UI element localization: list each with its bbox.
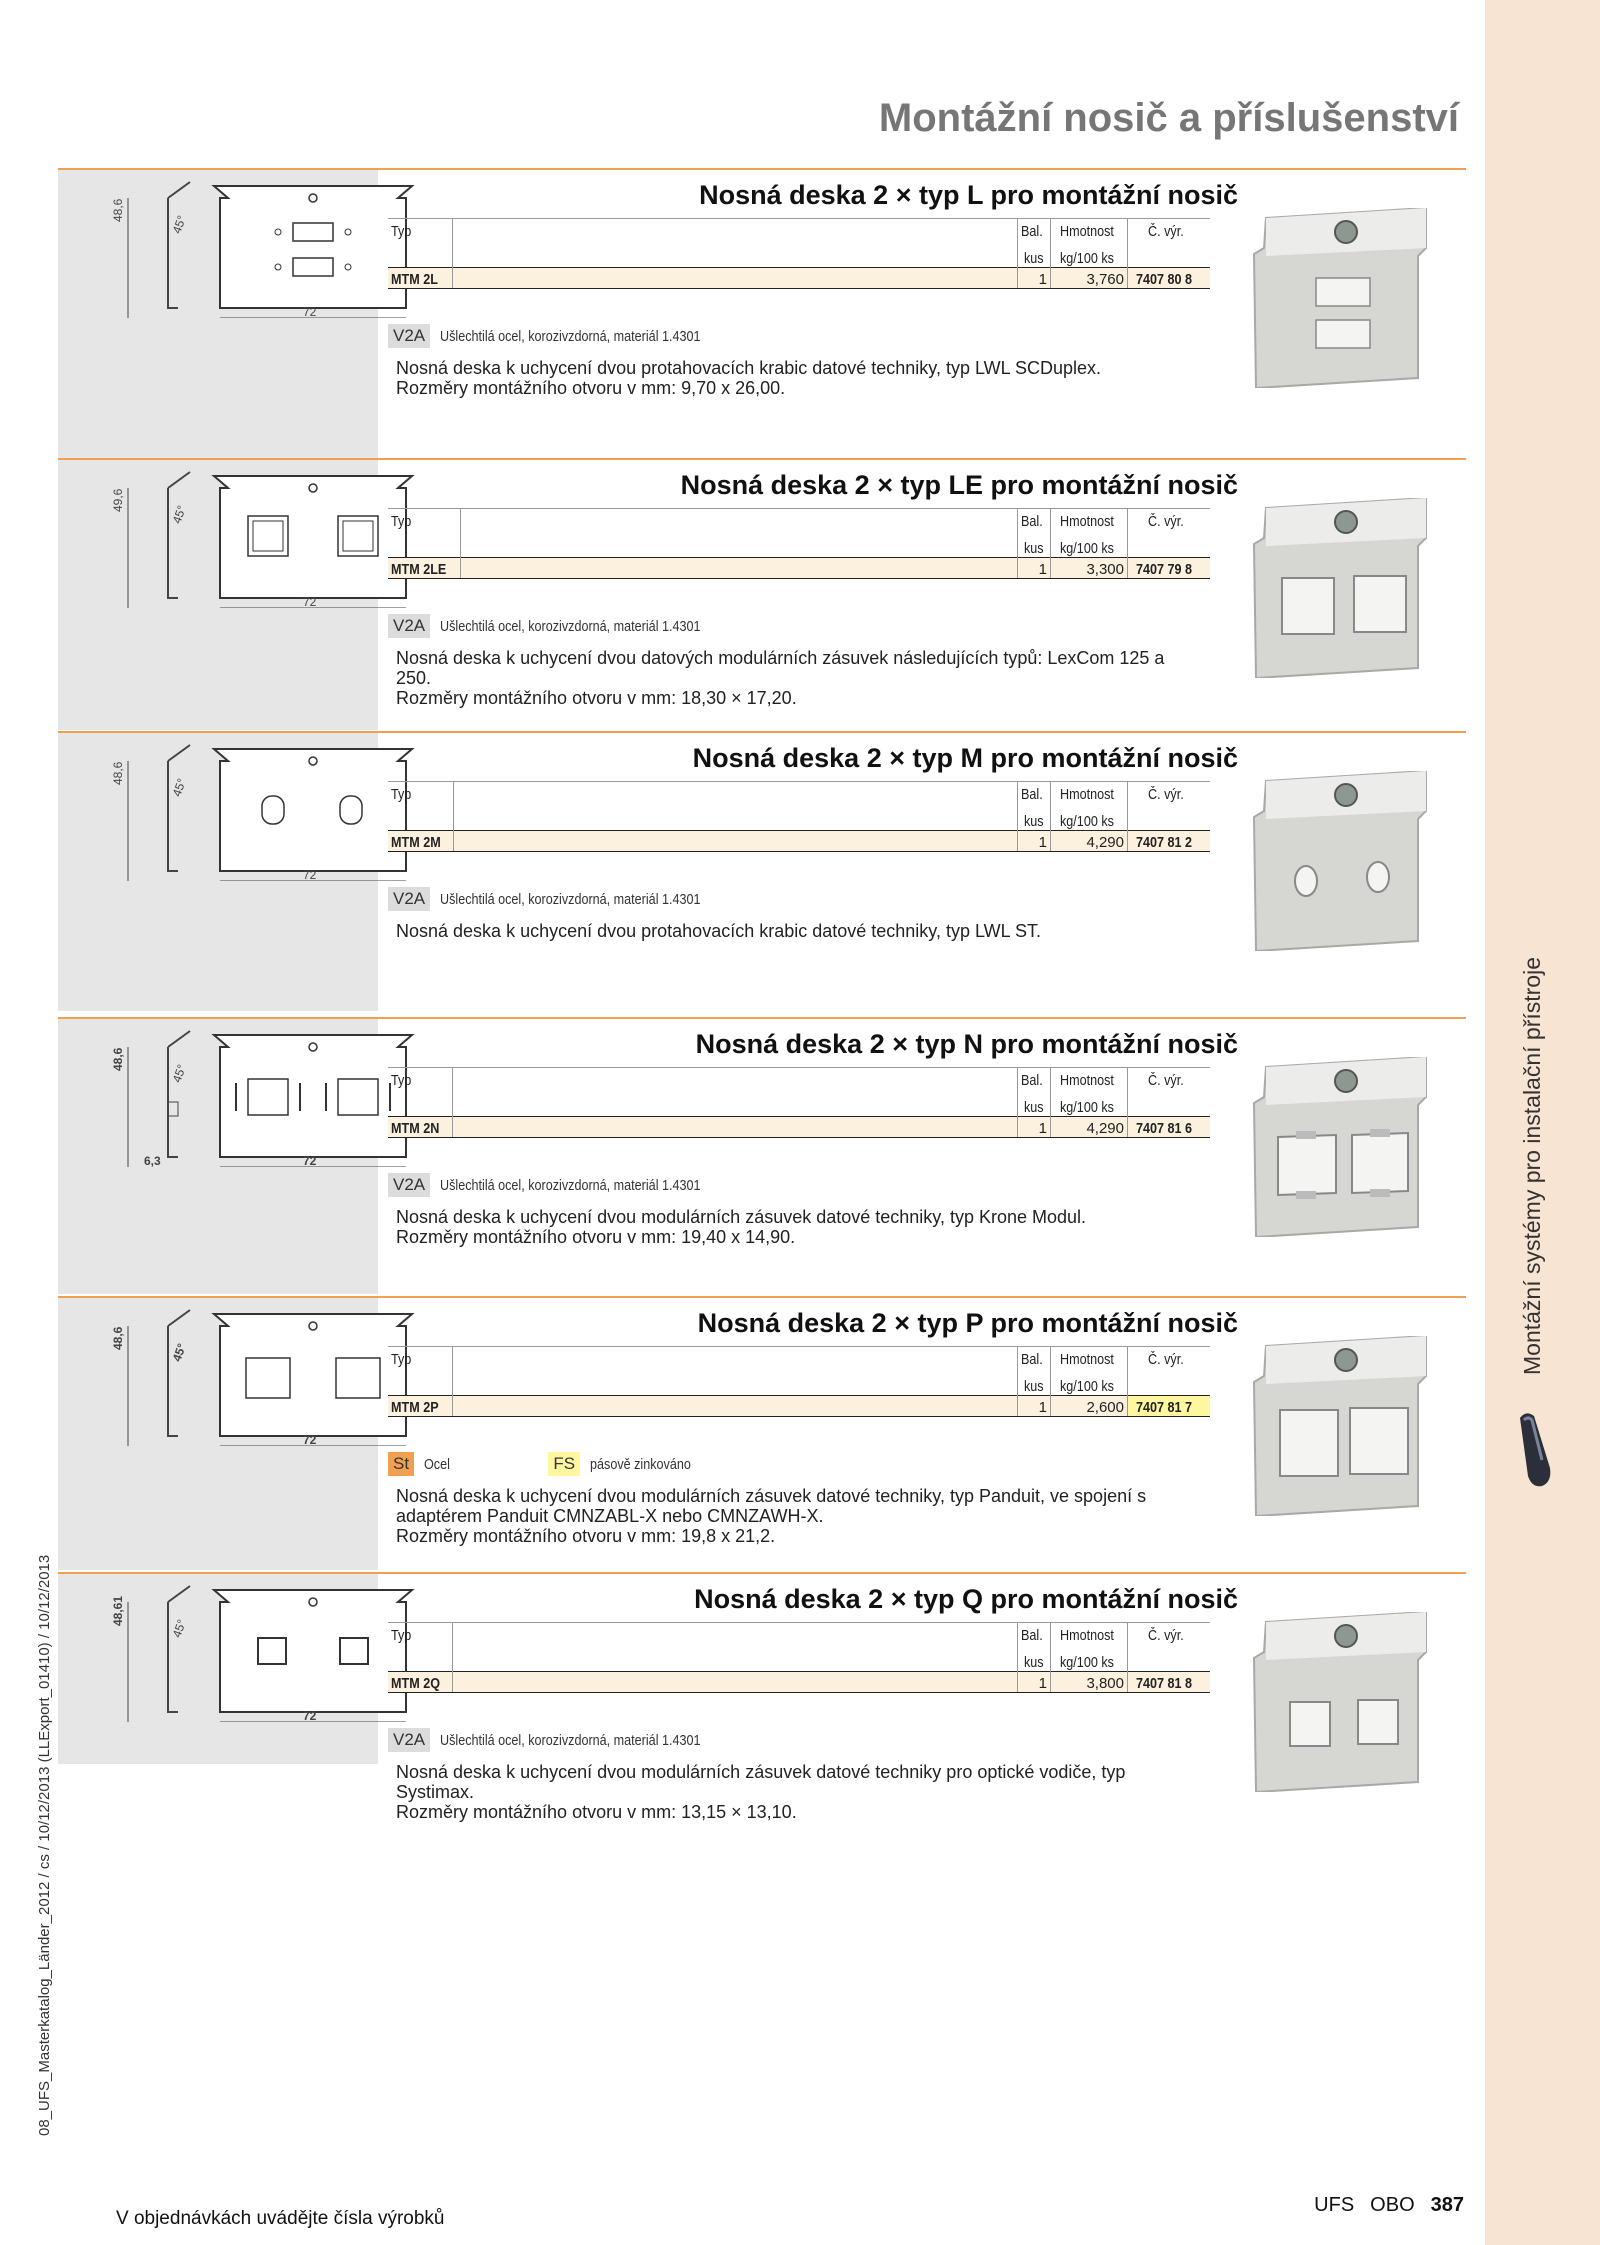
col-bal: Bal. bbox=[1021, 1350, 1043, 1368]
pack-qty: 1 bbox=[1038, 1120, 1047, 1137]
material-row bbox=[388, 1173, 750, 1197]
desc-line: Rozměry montážního otvoru v mm: 19,40 x 14,90. bbox=[396, 1227, 796, 1247]
article-number: 7407 81 6 bbox=[1135, 1120, 1192, 1137]
product-title: Nosná deska 2 × typ Q pro montážní nosič bbox=[694, 1584, 1238, 1614]
type-code: MTM 2L bbox=[391, 271, 438, 288]
unit-bal: kus bbox=[1023, 1378, 1044, 1395]
svg-text:72: 72 bbox=[303, 595, 317, 608]
svg-text:48,61: 48,61 bbox=[111, 1595, 125, 1626]
page-footer bbox=[1298, 2194, 1464, 2217]
svg-text:6,3: 6,3 bbox=[144, 1154, 161, 1167]
material-code: V2A bbox=[388, 1173, 430, 1197]
type-code: MTM 2Q bbox=[391, 1675, 441, 1692]
material-code: V2A bbox=[388, 887, 430, 911]
col-bal: Bal. bbox=[1021, 1071, 1043, 1089]
pack-qty: 1 bbox=[1038, 1675, 1047, 1692]
material-row bbox=[388, 1728, 750, 1752]
desc-line: Nosná deska k uchycení dvou datových modulárních zásuvek následujících typů: LexCom 125 a bbox=[396, 648, 1165, 668]
col-type: Typ bbox=[391, 1626, 412, 1644]
col-art: Č. výr. bbox=[1147, 222, 1184, 240]
unit-weight: kg/100 ks bbox=[1059, 1654, 1114, 1671]
col-type: Typ bbox=[391, 1071, 412, 1089]
type-code: MTM 2M bbox=[391, 834, 441, 851]
material-text: Ocel bbox=[424, 1456, 451, 1473]
product-table bbox=[388, 781, 1210, 852]
col-type: Typ bbox=[391, 512, 412, 530]
col-weight: Hmotnost bbox=[1059, 785, 1114, 803]
material-text: Ušlechtilá ocel, korozivzdorná, materiál 1.4301 bbox=[440, 1732, 701, 1749]
desc-line: 250. bbox=[396, 668, 432, 688]
article-number: 7407 81 2 bbox=[1135, 834, 1192, 851]
mounting-tool-icon bbox=[1512, 1410, 1556, 1490]
product-photo bbox=[1236, 1057, 1451, 1237]
material-text: Ušlechtilá ocel, korozivzdorná, materiál 1.4301 bbox=[440, 891, 701, 908]
product-photo bbox=[1236, 208, 1451, 388]
desc-line: Systimax. bbox=[396, 1782, 475, 1802]
col-bal: Bal. bbox=[1021, 1626, 1043, 1644]
material-row bbox=[388, 324, 750, 348]
brand-ufs: UFS bbox=[1314, 2194, 1355, 2216]
desc-line: Nosná deska k uchycení dvou modulárních zásuvek datové techniky, typ Krone Modul. bbox=[396, 1207, 1087, 1227]
product-photo bbox=[1236, 1336, 1451, 1516]
product-table bbox=[388, 218, 1210, 289]
col-bal: Bal. bbox=[1021, 785, 1043, 803]
product-description bbox=[396, 1486, 1276, 1546]
pack-qty: 1 bbox=[1038, 834, 1047, 851]
product-title: Nosná deska 2 × typ LE pro montážní nosič bbox=[680, 470, 1238, 500]
svg-text:72: 72 bbox=[303, 868, 317, 881]
page-title: Montážní nosič a příslušenství bbox=[878, 96, 1459, 140]
finish-text: pásově zinkováno bbox=[590, 1456, 692, 1473]
pack-qty: 1 bbox=[1038, 1399, 1047, 1416]
desc-line: adaptérem Panduit CMNZABL-X nebo CMNZAWH-X. bbox=[396, 1506, 824, 1526]
col-type: Typ bbox=[391, 222, 412, 240]
product-description bbox=[396, 358, 1276, 398]
col-art: Č. výr. bbox=[1147, 1071, 1184, 1089]
unit-weight: kg/100 ks bbox=[1059, 813, 1114, 830]
desc-line: Nosná deska k uchycení dvou protahovacích krabic datové techniky, typ LWL ST. bbox=[396, 921, 1042, 941]
page-number: 387 bbox=[1430, 2194, 1464, 2216]
table-row bbox=[388, 558, 1210, 579]
col-type: Typ bbox=[391, 1350, 412, 1368]
col-weight: Hmotnost bbox=[1059, 1071, 1114, 1089]
svg-text:48,6: 48,6 bbox=[111, 761, 125, 785]
svg-text:45°: 45° bbox=[169, 776, 190, 799]
table-row bbox=[388, 268, 1210, 289]
product-description bbox=[396, 1207, 1276, 1247]
product-description bbox=[396, 1762, 1276, 1822]
unit-weight: kg/100 ks bbox=[1059, 1099, 1114, 1116]
col-weight: Hmotnost bbox=[1059, 1350, 1114, 1368]
table-row bbox=[388, 1396, 1210, 1417]
product-table bbox=[388, 1346, 1210, 1417]
brand-obo: OBO bbox=[1370, 2194, 1415, 2216]
desc-line: Rozměry montážního otvoru v mm: 18,30 × 17,20. bbox=[396, 688, 797, 708]
col-weight: Hmotnost bbox=[1059, 222, 1114, 240]
svg-text:45°: 45° bbox=[169, 1341, 190, 1364]
weight-value: 3,760 bbox=[1086, 271, 1124, 288]
col-bal: Bal. bbox=[1021, 512, 1043, 530]
table-row bbox=[388, 1672, 1210, 1693]
unit-bal: kus bbox=[1023, 1099, 1044, 1116]
type-code: MTM 2LE bbox=[391, 561, 447, 578]
material-text: Ušlechtilá ocel, korozivzdorná, materiál 1.4301 bbox=[440, 1177, 701, 1194]
type-code: MTM 2N bbox=[391, 1120, 440, 1137]
print-metadata: 08_UFS_Masterkatalog_Länder_2012 / cs / 10/12/2013 (LLExport_01410) / 10/12/2013 bbox=[36, 1554, 53, 2136]
material-text: Ušlechtilá ocel, korozivzdorná, materiál 1.4301 bbox=[440, 328, 701, 345]
col-type: Typ bbox=[391, 785, 412, 803]
product-table bbox=[388, 1067, 1210, 1138]
desc-line: Rozměry montážního otvoru v mm: 13,15 × 13,10. bbox=[396, 1802, 797, 1822]
product-table bbox=[388, 508, 1210, 579]
weight-value: 4,290 bbox=[1086, 1120, 1124, 1137]
table-row bbox=[388, 831, 1210, 852]
material-row bbox=[388, 1452, 710, 1476]
unit-bal: kus bbox=[1023, 540, 1044, 557]
product-photo bbox=[1236, 1612, 1451, 1792]
material-code: V2A bbox=[388, 614, 430, 638]
svg-text:72: 72 bbox=[303, 1433, 317, 1446]
material-text: Ušlechtilá ocel, korozivzdorná, materiál 1.4301 bbox=[440, 618, 701, 635]
svg-text:45°: 45° bbox=[169, 503, 190, 526]
article-number: 7407 81 7 bbox=[1135, 1399, 1192, 1416]
article-number: 7407 79 8 bbox=[1135, 561, 1192, 578]
desc-line: Nosná deska k uchycení dvou modulárních zásuvek datové techniky, typ Panduit, ve spojení s bbox=[396, 1486, 1147, 1506]
unit-weight: kg/100 ks bbox=[1059, 1378, 1114, 1395]
product-title: Nosná deska 2 × typ P pro montážní nosič bbox=[697, 1308, 1238, 1338]
unit-weight: kg/100 ks bbox=[1059, 250, 1114, 267]
desc-line: Nosná deska k uchycení dvou protahovacích krabic datové techniky, typ LWL SCDuplex. bbox=[396, 358, 1102, 378]
desc-line: Nosná deska k uchycení dvou modulárních zásuvek datové techniky pro optické vodiče, typ bbox=[396, 1762, 1126, 1782]
weight-value: 3,300 bbox=[1086, 561, 1124, 578]
svg-text:48,6: 48,6 bbox=[111, 1047, 125, 1071]
material-code: V2A bbox=[388, 1728, 430, 1752]
svg-text:45°: 45° bbox=[169, 213, 190, 236]
weight-value: 2,600 bbox=[1086, 1399, 1124, 1416]
unit-bal: kus bbox=[1023, 250, 1044, 267]
svg-text:72: 72 bbox=[303, 1709, 317, 1722]
svg-text:48,6: 48,6 bbox=[111, 198, 125, 222]
article-number: 7407 81 8 bbox=[1135, 1675, 1192, 1692]
col-art: Č. výr. bbox=[1147, 1350, 1184, 1368]
article-number: 7407 80 8 bbox=[1135, 271, 1192, 288]
unit-bal: kus bbox=[1023, 813, 1044, 830]
material-row bbox=[388, 614, 750, 638]
product-title: Nosná deska 2 × typ L pro montážní nosič bbox=[699, 180, 1238, 210]
col-weight: Hmotnost bbox=[1059, 1626, 1114, 1644]
col-weight: Hmotnost bbox=[1059, 512, 1114, 530]
weight-value: 3,800 bbox=[1086, 1675, 1124, 1692]
pack-qty: 1 bbox=[1038, 561, 1047, 578]
svg-text:45°: 45° bbox=[169, 1062, 190, 1085]
unit-weight: kg/100 ks bbox=[1059, 540, 1114, 557]
svg-text:48,6: 48,6 bbox=[111, 1326, 125, 1350]
product-table bbox=[388, 1622, 1210, 1693]
material-code: V2A bbox=[388, 324, 430, 348]
col-art: Č. výr. bbox=[1147, 512, 1184, 530]
product-title: Nosná deska 2 × typ N pro montážní nosič bbox=[695, 1029, 1238, 1059]
weight-value: 4,290 bbox=[1086, 834, 1124, 851]
product-photo bbox=[1236, 498, 1451, 678]
product-description bbox=[396, 648, 1276, 708]
svg-text:72: 72 bbox=[303, 1154, 317, 1167]
section-label: Montážní systémy pro instalační přístroje bbox=[1519, 957, 1545, 1375]
desc-line: Rozměry montážního otvoru v mm: 19,8 x 21,2. bbox=[396, 1526, 776, 1546]
svg-text:45°: 45° bbox=[169, 1617, 190, 1640]
svg-text:72: 72 bbox=[303, 305, 317, 318]
pack-qty: 1 bbox=[1038, 271, 1047, 288]
col-bal: Bal. bbox=[1021, 222, 1043, 240]
product-photo bbox=[1236, 771, 1451, 951]
svg-text:49,6: 49,6 bbox=[111, 488, 125, 512]
material-row bbox=[388, 887, 750, 911]
type-code: MTM 2P bbox=[391, 1399, 439, 1416]
desc-line: Rozměry montážního otvoru v mm: 9,70 x 26,00. bbox=[396, 378, 786, 398]
col-art: Č. výr. bbox=[1147, 785, 1184, 803]
finish-code: FS bbox=[548, 1452, 580, 1476]
order-note: V objednávkách uvádějte čísla výrobků bbox=[116, 2208, 445, 2229]
product-description bbox=[396, 921, 1276, 941]
col-art: Č. výr. bbox=[1147, 1626, 1184, 1644]
table-row bbox=[388, 1117, 1210, 1138]
product-title: Nosná deska 2 × typ M pro montážní nosič bbox=[692, 743, 1238, 773]
material-code: St bbox=[388, 1452, 414, 1476]
unit-bal: kus bbox=[1023, 1654, 1044, 1671]
